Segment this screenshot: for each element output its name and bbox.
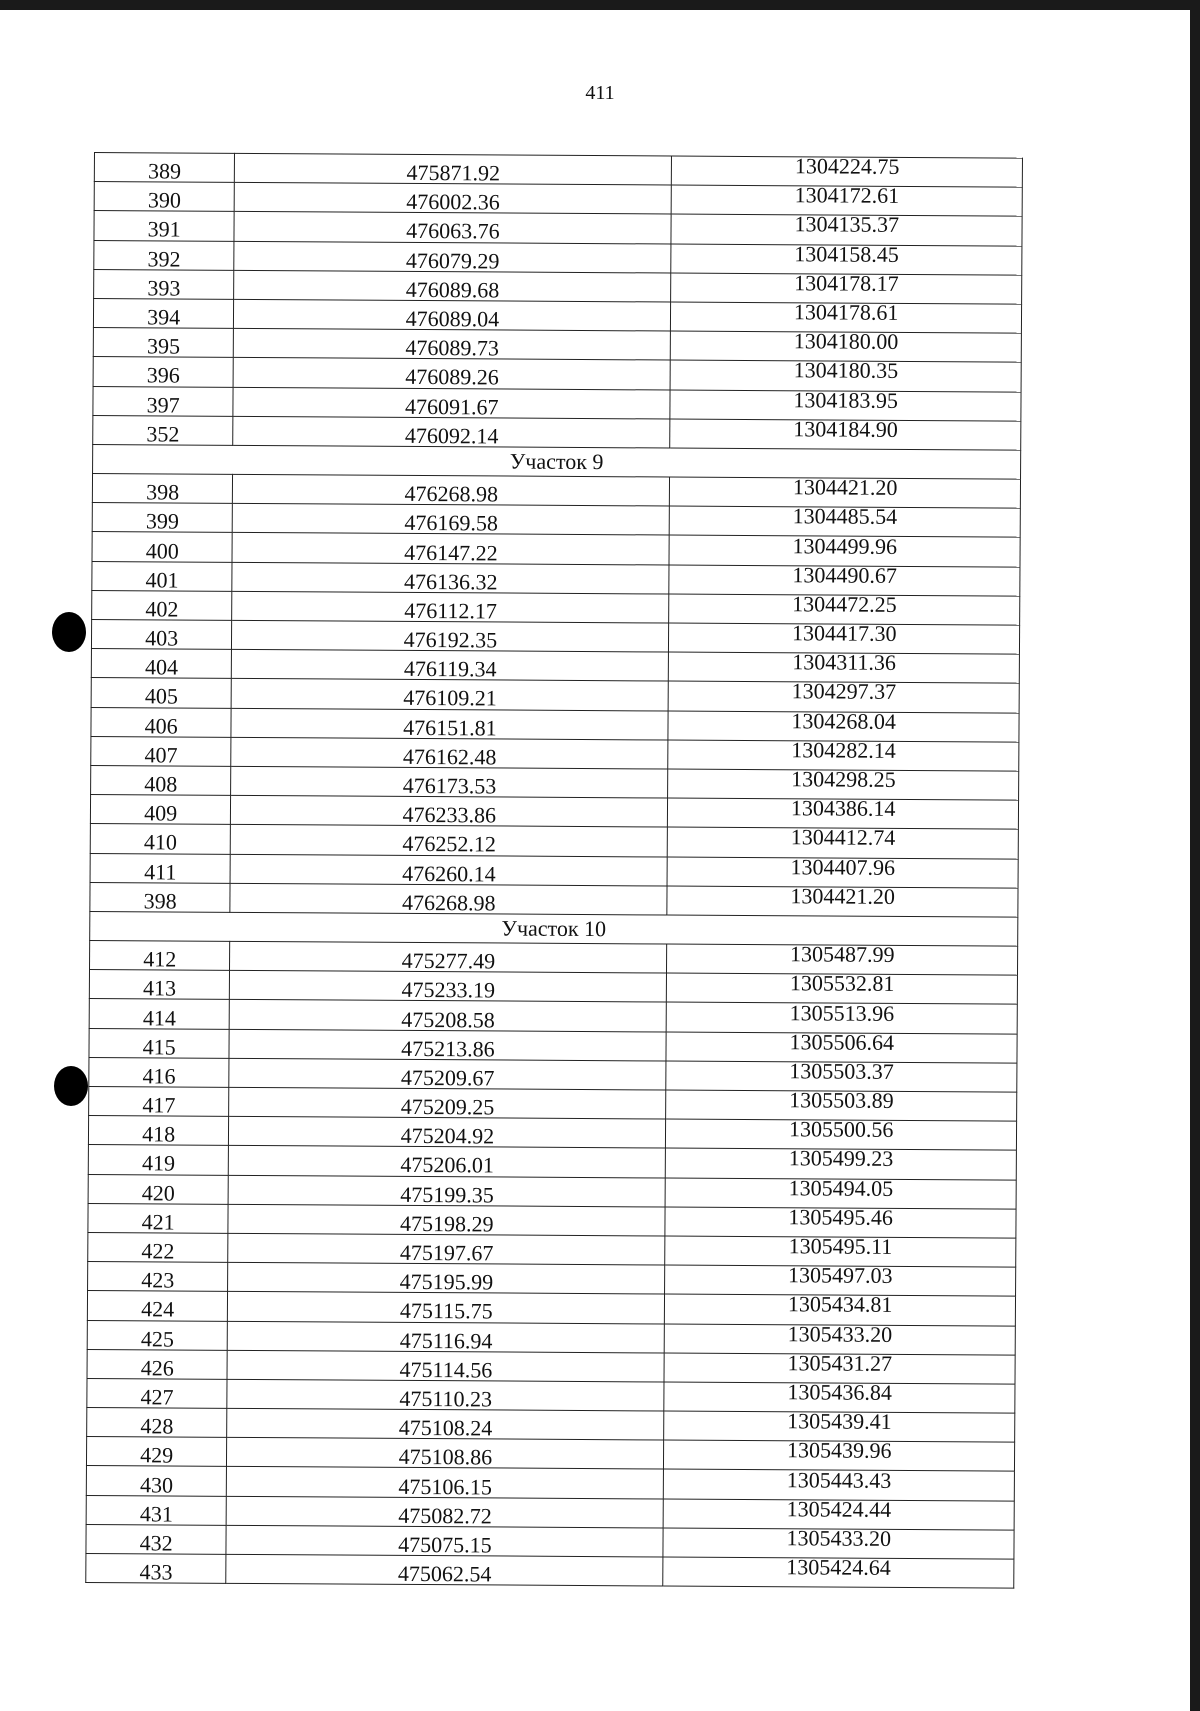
point-number-cell-text: 408 — [144, 771, 178, 797]
x-coordinate-cell-text: 476169.58 — [404, 510, 498, 536]
point-number-cell — [90, 941, 231, 971]
x-coordinate-cell-text: 475114.56 — [399, 1356, 493, 1383]
point-number-cell-text: 433 — [139, 1559, 173, 1585]
x-coordinate-cell-text: 475198.29 — [400, 1210, 494, 1237]
x-coordinate-cell — [226, 1496, 663, 1528]
y-coordinate-cell-text: 1305433.20 — [787, 1320, 893, 1347]
x-coordinate-cell — [231, 795, 668, 827]
x-coordinate-cell — [233, 387, 670, 419]
x-coordinate-cell — [232, 533, 669, 565]
point-number-cell — [87, 1320, 228, 1350]
x-coordinate-cell — [228, 1233, 665, 1265]
point-number-cell-text: 410 — [143, 829, 178, 855]
y-coordinate-cell-text: 1305503.37 — [789, 1058, 894, 1084]
point-number-cell — [89, 999, 230, 1029]
point-number-cell — [86, 1553, 227, 1583]
x-coordinate-cell — [231, 737, 668, 769]
x-coordinate-cell — [232, 620, 669, 652]
y-coordinate-cell-text: 1305487.99 — [789, 941, 895, 968]
y-coordinate-cell-text: 1304417.30 — [791, 620, 897, 647]
point-number-cell — [94, 211, 235, 241]
point-number-cell-text: 427 — [140, 1384, 174, 1410]
point-number-cell-text: 414 — [142, 1004, 176, 1031]
point-number-cell-text: 425 — [140, 1325, 175, 1352]
point-number-cell — [90, 853, 231, 883]
punch-hole — [54, 1066, 88, 1106]
x-coordinate-cell — [229, 1146, 666, 1178]
x-coordinate-cell — [229, 1029, 666, 1061]
point-number-cell-text: 405 — [144, 683, 178, 709]
section-label: Участок 9 — [93, 444, 1021, 479]
point-number-cell-text: 399 — [145, 508, 180, 534]
x-coordinate-cell-text: 476119.34 — [403, 656, 497, 682]
point-number-cell-text: 398 — [146, 479, 180, 505]
x-coordinate-cell-text: 475277.49 — [401, 948, 496, 974]
point-number-cell — [87, 1291, 228, 1321]
x-coordinate-cell-text: 476136.32 — [403, 568, 498, 595]
x-coordinate-cell-text: 475195.99 — [399, 1269, 494, 1295]
point-number-cell-text: 417 — [142, 1092, 176, 1118]
point-number-cell — [91, 649, 232, 679]
point-number-cell-text: 404 — [144, 654, 179, 680]
scan-edge-right — [1190, 0, 1200, 1711]
x-coordinate-cell-text: 476268.98 — [401, 889, 496, 916]
x-coordinate-cell — [228, 1321, 665, 1353]
y-coordinate-cell-text: 1304485.54 — [792, 503, 898, 530]
y-coordinate-cell-text: 1304282.14 — [791, 737, 896, 763]
point-number-cell-text: 397 — [146, 391, 180, 418]
point-number-cell — [91, 619, 232, 649]
y-coordinate-cell-text: 1305499.23 — [788, 1145, 894, 1172]
y-coordinate-cell-text: 1305424.64 — [786, 1554, 891, 1580]
x-coordinate-cell-text: 475110.23 — [399, 1385, 493, 1412]
x-coordinate-cell-text: 476089.73 — [405, 335, 500, 361]
point-number-cell — [88, 1174, 229, 1204]
point-number-cell — [87, 1408, 228, 1438]
x-coordinate-cell — [235, 183, 672, 215]
point-number-cell-text: 392 — [147, 245, 181, 272]
x-coordinate-cell-text: 475116.94 — [399, 1327, 493, 1354]
x-coordinate-cell-text: 475106.15 — [398, 1473, 493, 1499]
punch-hole — [52, 612, 86, 652]
point-number-cell-text: 403 — [145, 625, 179, 651]
x-coordinate-cell — [228, 1204, 665, 1236]
x-coordinate-cell-text: 476092.14 — [404, 422, 499, 449]
x-coordinate-cell-text: 476252.12 — [402, 831, 496, 857]
point-number-cell-text: 422 — [141, 1238, 175, 1264]
point-number-cell — [94, 153, 235, 183]
y-coordinate-cell-text: 1305433.20 — [786, 1525, 892, 1551]
point-number-cell-text: 428 — [140, 1413, 174, 1439]
y-coordinate-cell-text: 1304172.61 — [794, 182, 900, 209]
x-coordinate-cell — [232, 650, 669, 682]
x-coordinate-cell-text: 475208.58 — [401, 1006, 495, 1032]
x-coordinate-cell — [234, 328, 671, 360]
x-coordinate-cell — [234, 299, 671, 331]
y-coordinate-cell-text: 1305439.41 — [787, 1408, 892, 1435]
x-coordinate-cell-text: 475075.15 — [398, 1531, 492, 1558]
point-number-cell-text: 424 — [141, 1296, 175, 1322]
point-number-cell-text: 406 — [144, 712, 178, 739]
point-number-cell-text: 394 — [147, 304, 181, 330]
y-coordinate-cell-text: 1304224.75 — [794, 153, 900, 180]
point-number-cell — [87, 1378, 228, 1408]
x-coordinate-cell — [229, 1087, 666, 1119]
x-coordinate-cell-text: 476089.26 — [405, 364, 499, 390]
y-coordinate-cell-text: 1305500.56 — [788, 1116, 894, 1143]
x-coordinate-cell — [229, 1058, 666, 1090]
x-coordinate-cell — [228, 1262, 665, 1294]
x-coordinate-cell-text: 475871.92 — [406, 160, 501, 186]
x-coordinate-cell-text: 475197.67 — [399, 1239, 494, 1266]
x-coordinate-cell-text: 476192.35 — [403, 626, 498, 653]
y-coordinate-cell-text: 1304268.04 — [791, 707, 897, 734]
point-number-cell — [86, 1466, 227, 1496]
x-coordinate-cell-text: 476109.21 — [403, 685, 497, 711]
x-coordinate-cell-text: 475108.24 — [398, 1415, 493, 1441]
x-coordinate-cell — [234, 241, 671, 273]
scan-edge-top — [0, 0, 1200, 10]
point-number-cell-text: 412 — [143, 946, 177, 972]
point-number-cell-text: 396 — [146, 362, 180, 388]
coordinates-table — [85, 152, 1023, 1589]
x-coordinate-cell — [228, 1292, 665, 1324]
x-coordinate-cell — [233, 358, 670, 390]
point-number-cell-text: 391 — [147, 216, 181, 242]
y-coordinate-cell-text: 1305443.43 — [786, 1466, 892, 1493]
x-coordinate-cell — [233, 504, 670, 536]
point-number-cell — [90, 824, 231, 854]
x-coordinate-cell-text: 476233.86 — [402, 802, 497, 828]
y-coordinate-cell-text: 1305494.05 — [788, 1174, 894, 1201]
point-number-cell-text: 415 — [142, 1034, 176, 1060]
point-number-cell-text: 395 — [146, 333, 181, 359]
x-coordinate-cell — [233, 474, 670, 506]
x-coordinate-cell-text: 476260.14 — [402, 860, 496, 887]
y-coordinate-cell-text: 1304412.74 — [790, 824, 896, 851]
y-coordinate-cell-text: 1305497.03 — [788, 1262, 893, 1289]
point-number-cell — [93, 357, 234, 387]
x-coordinate-cell-text: 475213.86 — [401, 1035, 495, 1062]
x-coordinate-cell-text: 475062.54 — [397, 1560, 492, 1587]
x-coordinate-cell — [234, 270, 671, 302]
x-coordinate-cell — [231, 708, 668, 740]
x-coordinate-cell — [227, 1379, 664, 1411]
point-number-cell-text: 400 — [145, 537, 179, 564]
point-number-cell — [91, 678, 232, 708]
x-coordinate-cell — [227, 1350, 664, 1382]
y-coordinate-cell-text: 1305431.27 — [787, 1350, 893, 1376]
point-number-cell-text: 407 — [144, 742, 178, 768]
point-number-cell — [92, 561, 233, 591]
point-number-cell — [86, 1495, 227, 1525]
x-coordinate-cell-text: 475108.86 — [398, 1444, 493, 1470]
x-coordinate-cell — [232, 591, 669, 623]
point-number-cell-text: 426 — [140, 1355, 174, 1381]
y-coordinate-cell-text: 1304499.96 — [792, 532, 898, 559]
y-coordinate-cell-text: 1304311.36 — [792, 649, 897, 676]
x-coordinate-cell — [230, 1000, 667, 1032]
x-coordinate-cell-text: 476268.98 — [404, 481, 499, 507]
x-coordinate-cell — [230, 854, 667, 886]
point-number-cell — [89, 970, 230, 1000]
y-coordinate-cell-text: 1304180.00 — [793, 328, 899, 355]
point-number-cell — [89, 1028, 230, 1058]
y-coordinate-cell-text: 1304184.90 — [793, 416, 898, 442]
point-number-cell-text: 398 — [143, 888, 177, 914]
point-number-cell — [92, 474, 233, 504]
y-coordinate-cell-text: 1305513.96 — [789, 999, 895, 1026]
y-coordinate-cell-text: 1304135.37 — [794, 211, 900, 238]
y-coordinate-cell-text: 1304407.96 — [790, 853, 896, 880]
point-number-cell — [93, 415, 234, 445]
point-number-cell-text: 402 — [145, 596, 179, 622]
x-coordinate-cell-text: 476162.48 — [402, 743, 497, 770]
coordinates-table-body — [86, 153, 1023, 1589]
y-coordinate-cell-text: 1304178.17 — [794, 270, 899, 296]
point-number-cell-text: 429 — [140, 1442, 174, 1468]
point-number-cell-text: 430 — [139, 1471, 174, 1498]
x-coordinate-cell-text: 476089.04 — [405, 305, 500, 332]
x-coordinate-cell-text: 476089.68 — [405, 276, 500, 303]
y-coordinate-cell — [670, 416, 1021, 450]
x-coordinate-cell — [227, 1438, 664, 1470]
point-number-cell — [86, 1524, 227, 1554]
x-coordinate-cell — [230, 941, 667, 973]
y-coordinate-cell-text: 1305506.64 — [789, 1028, 895, 1055]
point-number-cell — [88, 1203, 229, 1233]
point-number-cell — [92, 532, 233, 562]
x-coordinate-cell-text: 475209.67 — [400, 1064, 495, 1091]
point-number-cell — [89, 1057, 230, 1087]
x-coordinate-cell-text: 476112.17 — [404, 597, 497, 624]
point-number-cell — [89, 1086, 230, 1116]
y-coordinate-cell-text: 1305436.84 — [787, 1379, 892, 1405]
point-number-cell — [94, 182, 235, 212]
x-coordinate-cell — [230, 971, 667, 1003]
y-coordinate-cell-text: 1305424.44 — [786, 1495, 892, 1522]
point-number-cell-text: 390 — [147, 187, 181, 213]
x-coordinate-cell-text: 475115.75 — [399, 1298, 493, 1324]
point-number-cell-text: 389 — [147, 158, 182, 184]
y-coordinate-cell-text: 1305503.89 — [789, 1087, 894, 1113]
point-number-cell — [91, 736, 232, 766]
point-number-cell-text: 352 — [146, 421, 180, 447]
x-coordinate-cell — [231, 766, 668, 798]
y-coordinate-cell-text: 1304183.95 — [793, 386, 899, 413]
point-number-cell — [88, 1262, 229, 1292]
x-coordinate-cell-text: 476151.81 — [403, 714, 497, 741]
point-number-cell-text: 411 — [144, 858, 177, 885]
point-number-cell — [94, 269, 235, 299]
point-number-cell-text: 423 — [141, 1267, 175, 1293]
x-coordinate-cell-text: 475233.19 — [401, 977, 496, 1003]
y-coordinate-cell-text: 1305495.11 — [788, 1233, 893, 1259]
y-coordinate-cell-text: 1304490.67 — [792, 561, 897, 588]
y-coordinate-cell-text: 1305495.46 — [788, 1204, 894, 1230]
point-number-cell — [92, 503, 233, 533]
point-number-cell — [87, 1349, 228, 1379]
x-coordinate-cell-text: 475206.01 — [400, 1152, 495, 1178]
x-coordinate-cell — [227, 1467, 664, 1499]
x-coordinate-cell — [231, 679, 668, 711]
point-number-cell-text: 421 — [141, 1209, 175, 1235]
point-number-cell-text: 413 — [143, 975, 177, 1001]
x-coordinate-cell-text: 476173.53 — [402, 772, 497, 799]
y-coordinate-cell-text: 1304297.37 — [791, 678, 897, 705]
point-number-cell-text: 419 — [141, 1150, 176, 1176]
x-coordinate-cell-text: 475082.72 — [398, 1502, 492, 1529]
point-number-cell-text: 418 — [142, 1121, 176, 1147]
point-number-cell-text: 401 — [145, 567, 179, 593]
point-number-cell-text: 416 — [142, 1063, 176, 1089]
x-coordinate-cell — [232, 562, 669, 594]
x-coordinate-cell-text: 476147.22 — [404, 539, 498, 566]
x-coordinate-cell-text: 475209.25 — [400, 1093, 495, 1120]
x-coordinate-cell-text: 476091.67 — [405, 393, 499, 420]
point-number-cell — [94, 240, 235, 270]
x-coordinate-cell — [227, 1408, 664, 1440]
point-number-cell — [91, 765, 232, 795]
x-coordinate-cell — [226, 1525, 663, 1557]
table-row — [86, 1553, 1014, 1588]
point-number-cell — [92, 590, 233, 620]
y-coordinate-cell — [667, 883, 1018, 917]
point-number-cell-text: 432 — [139, 1530, 173, 1556]
point-number-cell — [88, 1232, 229, 1262]
point-number-cell — [93, 328, 234, 358]
point-number-cell-text: 409 — [144, 800, 178, 826]
x-coordinate-cell — [233, 416, 670, 448]
point-number-cell — [88, 1145, 229, 1175]
point-number-cell-text: 393 — [147, 275, 181, 301]
y-coordinate-cell-text: 1304298.25 — [791, 766, 896, 792]
page-number: 411 — [585, 82, 615, 104]
point-number-cell — [90, 795, 231, 825]
y-coordinate-cell-text: 1304180.35 — [793, 357, 899, 384]
x-coordinate-cell-text: 475199.35 — [400, 1181, 494, 1208]
y-coordinate-cell-text: 1304178.61 — [793, 299, 899, 325]
y-coordinate-cell — [663, 1554, 1014, 1588]
section-label: Участок 10 — [90, 911, 1018, 946]
point-number-cell — [86, 1437, 227, 1467]
x-coordinate-cell — [228, 1175, 665, 1207]
x-coordinate-cell — [230, 883, 667, 915]
point-number-cell — [93, 298, 234, 328]
point-number-cell — [93, 386, 234, 416]
point-number-cell — [88, 1116, 229, 1146]
x-coordinate-cell — [231, 825, 668, 857]
x-coordinate-cell — [229, 1117, 666, 1149]
x-coordinate-cell-text: 475204.92 — [400, 1123, 495, 1149]
point-number-cell — [90, 882, 231, 912]
point-number-cell — [91, 707, 232, 737]
x-coordinate-cell — [235, 153, 672, 185]
x-coordinate-cell-text: 476063.76 — [406, 218, 500, 244]
x-coordinate-cell — [226, 1554, 663, 1586]
x-coordinate-cell-text: 476079.29 — [405, 247, 500, 274]
x-coordinate-cell — [234, 212, 671, 244]
point-number-cell-text: 420 — [141, 1179, 175, 1206]
y-coordinate-cell-text: 1304158.45 — [794, 240, 899, 267]
y-coordinate-cell-text: 1304421.20 — [790, 883, 895, 909]
y-coordinate-cell-text: 1305434.81 — [787, 1291, 893, 1318]
point-number-cell-text: 431 — [139, 1501, 173, 1527]
y-coordinate-cell-text: 1304421.20 — [792, 474, 898, 501]
y-coordinate-cell-text: 1305439.96 — [786, 1437, 892, 1464]
y-coordinate-cell-text: 1304472.25 — [792, 591, 897, 617]
y-coordinate-cell-text: 1305532.81 — [789, 970, 895, 997]
x-coordinate-cell-text: 476002.36 — [406, 189, 500, 215]
y-coordinate-cell-text: 1304386.14 — [790, 795, 896, 822]
